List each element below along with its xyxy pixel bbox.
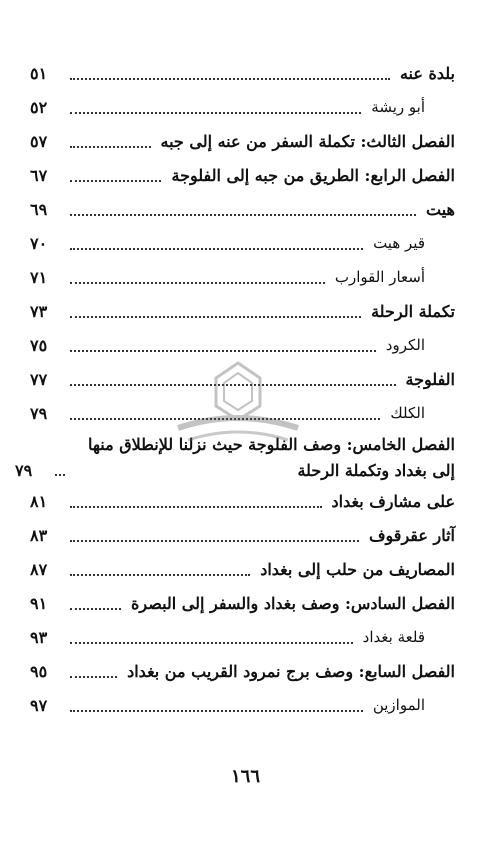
toc-entry-page: ٥٢ xyxy=(30,97,48,117)
toc-entry xyxy=(30,56,455,90)
dot-leader xyxy=(70,350,376,352)
toc-entry-page: ٩١ xyxy=(30,593,48,613)
dot-leader xyxy=(70,540,359,542)
toc-entry-page: ٨٣ xyxy=(30,525,48,545)
toc-entry xyxy=(30,688,455,722)
toc-entry-page: ٥٧ xyxy=(30,131,48,151)
toc-entry-title: آثار عقرقوف xyxy=(368,525,455,545)
toc-entry-title: الكلك xyxy=(390,404,425,422)
toc-entry xyxy=(30,192,455,226)
toc-entry-page: ٨١ xyxy=(30,491,48,511)
dot-leader xyxy=(70,506,322,508)
toc-entry-page: ٦٩ xyxy=(30,199,48,219)
toc-entry xyxy=(30,552,455,586)
toc-entry-title: تكملة الرحلة xyxy=(371,301,455,321)
toc-entry-title: قير هيت xyxy=(373,234,425,252)
toc-entry-title: على مشارف بغداد xyxy=(331,491,455,511)
toc-entry-title: بلدة عنه xyxy=(399,63,455,83)
dot-leader xyxy=(70,608,121,610)
toc-entry-title: الفصل الرابع: الطريق من جبه إلى الفلوجة xyxy=(171,165,455,185)
library-seal-icon xyxy=(168,358,308,458)
toc-entry xyxy=(30,294,455,328)
toc-entry-page: ٥١ xyxy=(30,63,48,83)
dot-leader xyxy=(70,248,363,250)
dot-leader xyxy=(70,642,353,644)
toc-entry-title: الموازين xyxy=(372,696,425,714)
toc-entry xyxy=(30,654,455,688)
toc-entry xyxy=(30,586,455,620)
toc-entry xyxy=(30,484,455,518)
dot-leader xyxy=(70,180,161,182)
toc-entry-title: أسعار القوارب xyxy=(334,268,425,286)
dot-leader xyxy=(70,676,117,678)
toc-entry-title: الفلوجة xyxy=(405,369,455,389)
toc-entry-title: أبو ريشة xyxy=(371,98,425,116)
toc-entry xyxy=(30,90,455,124)
toc-entry xyxy=(30,226,455,260)
toc-entry xyxy=(30,124,455,158)
dot-leader xyxy=(70,710,363,712)
dot-leader xyxy=(55,474,65,476)
toc-entry-page: ٧١ xyxy=(30,267,48,287)
dot-leader xyxy=(70,214,416,216)
toc-entry xyxy=(30,260,455,294)
toc-entry xyxy=(30,620,455,654)
toc-entry-title: الفصل الخامس: وصف الفلوجة حيث نزلنا للإنطلاق منها إلى بغداد وتكملة الرحلة xyxy=(87,435,455,480)
toc-entry-title: المصاريف من حلب إلى بغداد xyxy=(260,559,455,579)
toc-entry-title: الكرود xyxy=(385,336,425,354)
dot-leader xyxy=(70,112,361,114)
toc-entry-title: هيت xyxy=(426,199,455,219)
toc-entry-page: ٧٠ xyxy=(30,233,48,253)
toc-entry-title: الفصل السادس: وصف بغداد والسفر إلى البصرة xyxy=(130,593,455,613)
toc-entry-page: ٧٧ xyxy=(30,369,48,389)
dot-leader xyxy=(70,146,151,148)
toc-entry xyxy=(30,158,455,192)
dot-leader xyxy=(70,282,325,284)
toc-entry-page: ٧٥ xyxy=(30,335,48,355)
toc-entry-page: ٩٣ xyxy=(30,627,48,647)
toc-entry-page: ٩٥ xyxy=(30,661,48,681)
dot-leader xyxy=(70,574,250,576)
toc-entry-page: ٧٩ xyxy=(30,403,48,423)
toc-entry-page: ٧٩ xyxy=(15,461,33,480)
toc-entry-title: الفصل الثالث: تكملة السفر من عنه إلى جبه xyxy=(160,131,455,151)
toc-entry-page: ٩٧ xyxy=(30,695,48,715)
toc-entry xyxy=(30,328,455,362)
dot-leader xyxy=(70,78,390,80)
toc-entry-title: قلعة بغداد xyxy=(362,628,425,646)
dot-leader xyxy=(70,316,361,318)
toc-entry-page: ٧٣ xyxy=(30,301,48,321)
page-number: ١٦٦ xyxy=(230,766,260,787)
toc-entry xyxy=(30,518,455,552)
toc-entry-title: الفصل السابع: وصف برج نمرود القريب من بغداد xyxy=(127,661,455,681)
toc-entry-page: ٨٧ xyxy=(30,559,48,579)
toc-entry-page: ٦٧ xyxy=(30,165,48,185)
